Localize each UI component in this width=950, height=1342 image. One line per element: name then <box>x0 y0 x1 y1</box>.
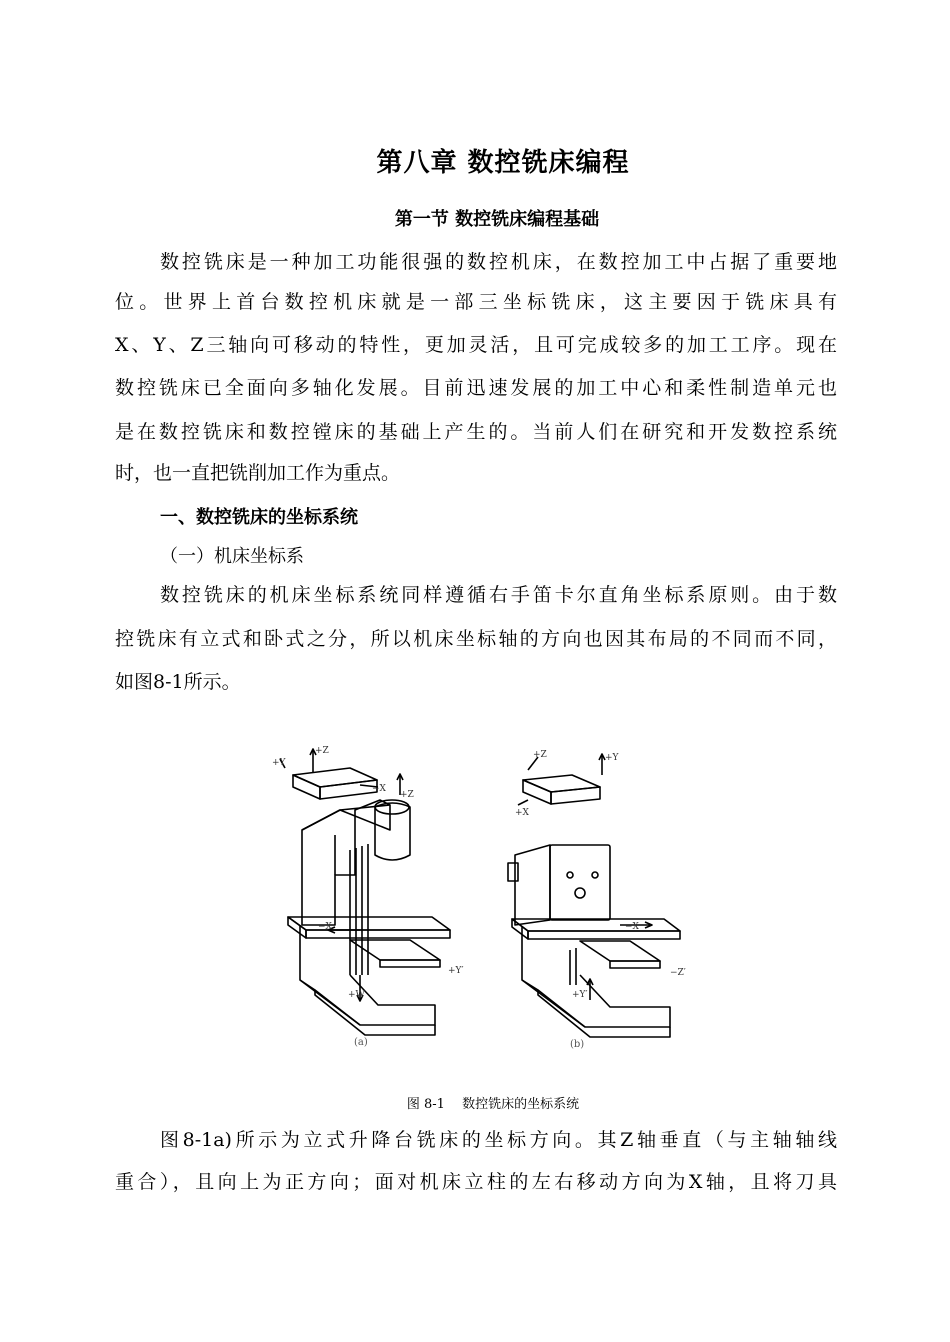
para2-line-1: 数控铣床的机床坐标系统同样遵循右手笛卡尔直角坐标系原则。由于数 <box>160 584 837 606</box>
base-b <box>522 927 670 1027</box>
label-b-table-x: −X <box>625 922 639 932</box>
intro-line-4: 数控铣床已全面向多轴化发展。目前迅速发展的加工中心和柔性制造单元也 <box>115 377 837 399</box>
figure-8-1 <box>260 735 700 1055</box>
intro-line-1: 数控铣床是一种加工功能很强的数控机床，在数控加工中占据了重要地 <box>160 251 837 273</box>
heading-coordinate-system: 一、数控铣床的坐标系统 <box>160 507 358 528</box>
para2-line-2: 控铣床有立式和卧式之分，所以机床坐标轴的方向也因其布局的不同而不同， <box>115 628 837 650</box>
para3-line-2: 重合），且向上为正方向；面对机床立柱的左右移动方向为X轴，且将刀具 <box>115 1171 837 1193</box>
label-b-minus-z-prime: −Z′ <box>670 968 686 978</box>
label-a-spindle-z: +Z <box>400 790 414 800</box>
workpiece-a-top <box>293 768 377 787</box>
intro-line-3: X、Y、Z三轴向可移动的特性，更加灵活，且可完成较多的加工工序。现在 <box>115 334 837 356</box>
label-b-plus-y-prime: +Y′ <box>572 990 588 1000</box>
head-b <box>550 845 610 920</box>
intro-line-5: 是在数控铣床和数控镗床的基础上产生的。当前人们在研究和开发数控系统 <box>115 421 837 443</box>
milling-machine-diagram <box>260 735 700 1055</box>
figure-label-b: (b) <box>570 1039 585 1050</box>
workpiece-b-top <box>523 775 600 792</box>
para2-line-3: 如图8-1所示。 <box>115 671 241 693</box>
label-a-plus-w: +W <box>348 990 365 1000</box>
table-a <box>288 917 450 930</box>
intro-line-2: 位。世界上首台数控机床就是一部三坐标铣床，这主要因于铣床具有 <box>115 291 837 313</box>
figure-caption: 图 8-1 数控铣床的坐标系统 <box>406 1097 580 1112</box>
workpiece-a-front <box>320 780 377 799</box>
chapter-title: 第八章 数控铣床编程 <box>376 148 630 178</box>
label-a-plus-y-prime: +Y′ <box>448 966 464 976</box>
label-a-plus-y: +Y <box>272 758 286 768</box>
workpiece-a-side <box>293 775 320 799</box>
label-a-plus-z: +Z <box>315 746 329 756</box>
label-b-plus-x: +X <box>515 808 529 818</box>
heading-machine-coordinate: （一）机床坐标系 <box>160 546 304 567</box>
label-b-plus-y: +Y <box>605 753 619 763</box>
label-a-table-x: −X <box>318 922 332 932</box>
para3-line-1: 图8-1a)所示为立式升降台铣床的坐标方向。其Z轴垂直（与主轴轴线 <box>160 1129 837 1151</box>
label-a-minus-x: −X <box>372 784 386 794</box>
figure-label-a: (a) <box>354 1037 368 1048</box>
intro-line-6: 时，也一直把铣削加工作为重点。 <box>115 462 401 484</box>
label-b-minus-z: +Z <box>533 750 547 760</box>
section-title: 第一节 数控铣床编程基础 <box>394 209 600 230</box>
